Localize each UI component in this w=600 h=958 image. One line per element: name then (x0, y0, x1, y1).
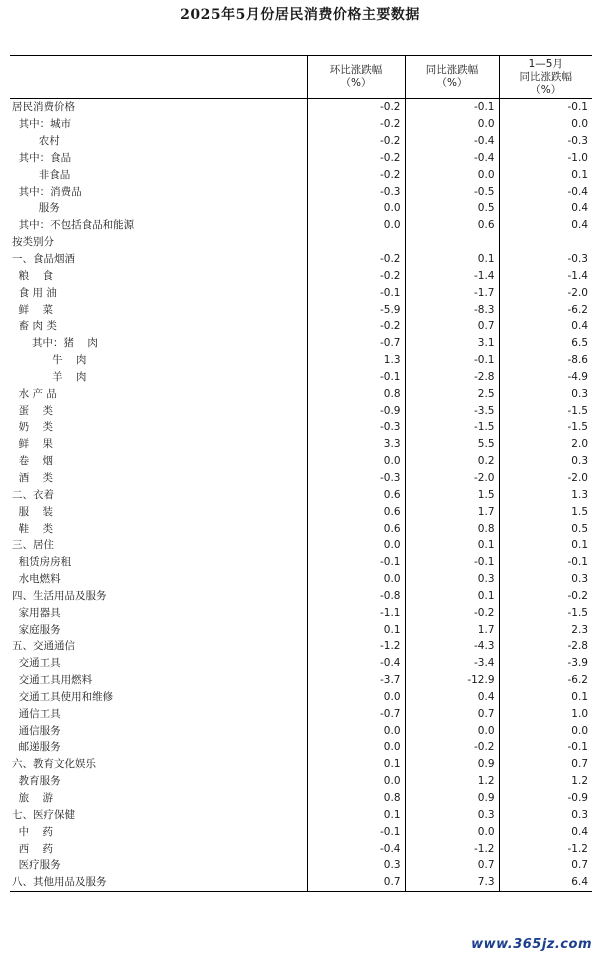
row-ytd-value: 0.4 (499, 318, 592, 335)
row-label: 交通工具 (12, 657, 61, 670)
row-label: 羊 肉 (12, 370, 87, 383)
row-yoy-value: 7.3 (405, 874, 499, 891)
row-label: 交通工具用燃料 (12, 674, 93, 687)
row-ytd-value: 0.0 (499, 722, 592, 739)
row-ytd-value: 0.4 (499, 200, 592, 217)
row-ytd-value: 0.7 (499, 756, 592, 773)
row-yoy-value: -0.1 (405, 352, 499, 369)
table-row (10, 773, 592, 790)
header-yoy-unit: （%） (436, 77, 468, 89)
table-row (10, 436, 592, 453)
table-row (10, 402, 592, 419)
row-label: 其中：城市 (12, 118, 72, 131)
row-label: 鞋 类 (12, 522, 54, 535)
row-ytd-value: -1.2 (499, 840, 592, 857)
table-row (10, 200, 592, 217)
table-row (10, 739, 592, 756)
row-label: 食 用 油 (12, 286, 57, 299)
table-row (10, 335, 592, 352)
row-yoy-value: -8.3 (405, 301, 499, 318)
row-ytd-value: 0.1 (499, 537, 592, 554)
row-label: 其中：消费品 (12, 185, 82, 198)
row-label: 服 装 (12, 505, 54, 518)
row-ytd-value: -3.9 (499, 655, 592, 672)
row-ytd-value: 0.0 (499, 116, 592, 133)
header-ytd-period: 1—5月 (528, 57, 563, 70)
row-yoy-value: 0.0 (405, 823, 499, 840)
row-mom-value: -1.2 (307, 638, 405, 655)
header-mom (307, 56, 405, 99)
row-yoy-value: -0.1 (405, 554, 499, 571)
table-row (10, 520, 592, 537)
table-row (10, 705, 592, 722)
row-yoy-value: 1.7 (405, 503, 499, 520)
row-yoy-value: -2.0 (405, 470, 499, 487)
table-row (10, 486, 592, 503)
row-label: 鲜 菜 (12, 303, 54, 316)
row-yoy-value: 0.7 (405, 318, 499, 335)
row-mom-value: 0.8 (307, 790, 405, 807)
row-mom-value: 0.0 (307, 453, 405, 470)
row-ytd-value: 0.7 (499, 857, 592, 874)
row-yoy-value: -2.8 (405, 369, 499, 386)
row-ytd-value: -1.0 (499, 150, 592, 167)
table-row (10, 183, 592, 200)
row-label: 蛋 类 (12, 404, 54, 417)
table-row (10, 840, 592, 857)
row-yoy-value: -0.4 (405, 133, 499, 150)
table-row (10, 587, 592, 604)
row-ytd-value: 0.1 (499, 689, 592, 706)
row-ytd-value: -1.5 (499, 402, 592, 419)
row-mom-value: 0.1 (307, 621, 405, 638)
table-row (10, 234, 592, 251)
row-ytd-value: -6.2 (499, 672, 592, 689)
table-row (10, 385, 592, 402)
header-ytd-unit: （%） (530, 83, 562, 96)
row-yoy-value: 5.5 (405, 436, 499, 453)
row-label: 粮 食 (12, 269, 54, 282)
row-label: 家庭服务 (12, 623, 61, 636)
table-row (10, 823, 592, 840)
row-yoy-value: 1.5 (405, 486, 499, 503)
row-label: 非食品 (12, 168, 71, 181)
row-ytd-value: -2.0 (499, 284, 592, 301)
row-mom-value: -0.3 (307, 419, 405, 436)
row-mom-value: 0.1 (307, 756, 405, 773)
page-title: 2025年5月份居民消费价格主要数据 (180, 7, 420, 23)
row-label: 医疗服务 (12, 859, 61, 872)
row-mom-value: -0.1 (307, 823, 405, 840)
header-mom-label: 环比涨跌幅 (329, 64, 383, 76)
row-mom-value: 0.0 (307, 200, 405, 217)
row-yoy-value: 0.3 (405, 571, 499, 588)
row-mom-value: -0.4 (307, 655, 405, 672)
header-ytd-label: 同比涨跌幅 (519, 70, 572, 83)
row-label: 交通工具使用和维修 (12, 690, 114, 703)
row-label: 租赁房房租 (12, 556, 72, 569)
row-yoy-value: 0.0 (405, 116, 499, 133)
row-mom-value: 0.1 (307, 806, 405, 823)
row-yoy-value: -3.4 (405, 655, 499, 672)
row-ytd-value (499, 234, 592, 251)
row-mom-value: 0.0 (307, 773, 405, 790)
row-label: 其中：不包括食品和能源 (12, 219, 135, 232)
row-yoy-value: 1.7 (405, 621, 499, 638)
table-row (10, 806, 592, 823)
row-yoy-value: -12.9 (405, 672, 499, 689)
row-ytd-value: -1.4 (499, 267, 592, 284)
row-ytd-value: 0.4 (499, 217, 592, 234)
row-label: 居民消费价格 (12, 101, 75, 114)
row-ytd-value: -6.2 (499, 301, 592, 318)
row-mom-value: 3.3 (307, 436, 405, 453)
row-mom-value: 0.0 (307, 739, 405, 756)
table-row (10, 672, 592, 689)
row-ytd-value: 0.3 (499, 571, 592, 588)
row-label: 酒 类 (12, 471, 54, 484)
row-mom-value: -0.2 (307, 251, 405, 268)
row-mom-value: -0.4 (307, 840, 405, 857)
row-yoy-value: 3.1 (405, 335, 499, 352)
table-row (10, 571, 592, 588)
table-row (10, 857, 592, 874)
row-ytd-value: 2.3 (499, 621, 592, 638)
row-ytd-value: -1.5 (499, 419, 592, 436)
row-yoy-value: -1.5 (405, 419, 499, 436)
row-label: 西 药 (12, 842, 54, 855)
row-ytd-value: 6.5 (499, 335, 592, 352)
row-mom-value: -5.9 (307, 301, 405, 318)
table-row (10, 217, 592, 234)
row-ytd-value: -8.6 (499, 352, 592, 369)
row-mom-value: 0.0 (307, 537, 405, 554)
row-yoy-value: 0.7 (405, 857, 499, 874)
row-mom-value: -0.2 (307, 166, 405, 183)
row-label: 二、衣着 (12, 488, 54, 501)
table-row (10, 166, 592, 183)
table-header (10, 56, 592, 99)
row-ytd-value: -0.9 (499, 790, 592, 807)
row-ytd-value: -2.8 (499, 638, 592, 655)
table-row (10, 722, 592, 739)
cpi-data-table (10, 55, 592, 892)
row-label: 水电燃料 (12, 573, 61, 586)
row-ytd-value: -0.1 (499, 739, 592, 756)
row-yoy-value: 0.9 (405, 790, 499, 807)
header-mom-unit: （%） (340, 77, 372, 89)
row-label: 旅 游 (12, 792, 54, 805)
row-ytd-value: 0.3 (499, 453, 592, 470)
row-mom-value: 0.0 (307, 571, 405, 588)
row-label: 卷 烟 (12, 455, 54, 468)
row-yoy-value: 0.8 (405, 520, 499, 537)
row-yoy-value: -1.2 (405, 840, 499, 857)
row-label: 水 产 品 (12, 387, 57, 400)
table-row (10, 352, 592, 369)
row-yoy-value: 0.6 (405, 217, 499, 234)
row-label: 服务 (12, 202, 60, 215)
row-yoy-value: -0.2 (405, 604, 499, 621)
row-ytd-value: -0.4 (499, 183, 592, 200)
row-yoy-value: -1.4 (405, 267, 499, 284)
row-yoy-value: 0.4 (405, 689, 499, 706)
row-label: 教育服务 (12, 775, 61, 788)
row-yoy-value: -4.3 (405, 638, 499, 655)
row-ytd-value: -4.9 (499, 369, 592, 386)
row-mom-value: 0.8 (307, 385, 405, 402)
table-row (10, 301, 592, 318)
row-mom-value: 0.6 (307, 503, 405, 520)
row-mom-value: -0.9 (307, 402, 405, 419)
row-label: 七、医疗保健 (12, 808, 75, 821)
site-watermark: www.365jz.com (471, 937, 592, 952)
table-row (10, 251, 592, 268)
row-yoy-value: 1.2 (405, 773, 499, 790)
table-row (10, 537, 592, 554)
table-row (10, 150, 592, 167)
row-label: 四、生活用品及服务 (12, 589, 107, 602)
row-label: 邮递服务 (12, 741, 61, 754)
table-row (10, 638, 592, 655)
row-mom-value: -0.2 (307, 99, 405, 116)
table-row (10, 554, 592, 571)
table-row (10, 503, 592, 520)
row-yoy-value (405, 234, 499, 251)
table-row (10, 116, 592, 133)
row-mom-value: -0.2 (307, 267, 405, 284)
row-yoy-value: -0.2 (405, 739, 499, 756)
row-mom-value: -0.8 (307, 587, 405, 604)
row-ytd-value: 0.1 (499, 166, 592, 183)
table-row (10, 318, 592, 335)
table-row (10, 790, 592, 807)
row-yoy-value: -0.4 (405, 150, 499, 167)
row-label: 牛 肉 (12, 354, 87, 367)
row-yoy-value: 0.1 (405, 537, 499, 554)
row-mom-value: 0.7 (307, 874, 405, 891)
row-yoy-value: 0.3 (405, 806, 499, 823)
row-label: 家用器具 (12, 606, 61, 619)
row-mom-value: -0.7 (307, 705, 405, 722)
row-label: 五、交通通信 (12, 640, 75, 653)
row-ytd-value: -0.1 (499, 99, 592, 116)
table-row (10, 369, 592, 386)
row-mom-value: -0.3 (307, 470, 405, 487)
header-yoy-label: 同比涨跌幅 (425, 64, 479, 76)
row-mom-value: 0.3 (307, 857, 405, 874)
row-yoy-value: 0.0 (405, 166, 499, 183)
table-row (10, 284, 592, 301)
row-ytd-value: -2.0 (499, 470, 592, 487)
row-ytd-value: 1.5 (499, 503, 592, 520)
row-mom-value: -0.2 (307, 150, 405, 167)
row-yoy-value: 0.9 (405, 756, 499, 773)
row-mom-value: -0.2 (307, 133, 405, 150)
row-label: 其中：食品 (12, 151, 72, 164)
table-body (10, 99, 592, 892)
table-row (10, 267, 592, 284)
row-label: 中 药 (12, 825, 54, 838)
row-mom-value (307, 234, 405, 251)
row-yoy-value: 2.5 (405, 385, 499, 402)
table-row (10, 756, 592, 773)
table-row (10, 621, 592, 638)
row-mom-value: -0.1 (307, 369, 405, 386)
header-ytd (499, 56, 592, 99)
row-yoy-value: 0.1 (405, 251, 499, 268)
row-mom-value: -0.7 (307, 335, 405, 352)
table-row (10, 99, 592, 116)
row-ytd-value: -1.5 (499, 604, 592, 621)
row-ytd-value: 1.3 (499, 486, 592, 503)
row-ytd-value: -0.3 (499, 251, 592, 268)
row-yoy-value: 0.2 (405, 453, 499, 470)
row-ytd-value: 6.4 (499, 874, 592, 891)
row-ytd-value: -0.2 (499, 587, 592, 604)
row-mom-value: -0.2 (307, 116, 405, 133)
row-label: 按类别分 (12, 236, 54, 249)
header-item-column (10, 56, 307, 99)
row-label: 六、教育文化娱乐 (12, 758, 96, 771)
row-ytd-value: 1.0 (499, 705, 592, 722)
row-label: 鲜 果 (12, 438, 54, 451)
row-mom-value: 1.3 (307, 352, 405, 369)
table-row (10, 689, 592, 706)
table-row (10, 133, 592, 150)
row-mom-value: -0.1 (307, 284, 405, 301)
row-yoy-value: 0.0 (405, 722, 499, 739)
row-ytd-value: 0.4 (499, 823, 592, 840)
row-label: 畜 肉 类 (12, 320, 57, 333)
row-mom-value: -0.1 (307, 554, 405, 571)
row-label: 通信服务 (12, 724, 61, 737)
row-mom-value: 0.6 (307, 520, 405, 537)
row-yoy-value: 0.7 (405, 705, 499, 722)
row-yoy-value: -0.5 (405, 183, 499, 200)
row-yoy-value: -1.7 (405, 284, 499, 301)
row-label: 奶 类 (12, 421, 54, 434)
row-label: 通信工具 (12, 707, 61, 720)
row-yoy-value: -3.5 (405, 402, 499, 419)
table-row (10, 874, 592, 891)
row-mom-value: 0.0 (307, 689, 405, 706)
row-label: 其中：猪 肉 (12, 337, 98, 350)
row-yoy-value: 0.1 (405, 587, 499, 604)
row-mom-value: -0.3 (307, 183, 405, 200)
row-mom-value: -1.1 (307, 604, 405, 621)
row-ytd-value: 0.3 (499, 385, 592, 402)
row-mom-value: 0.0 (307, 722, 405, 739)
row-ytd-value: 0.3 (499, 806, 592, 823)
row-yoy-value: 0.5 (405, 200, 499, 217)
row-yoy-value: -0.1 (405, 99, 499, 116)
row-ytd-value: 0.5 (499, 520, 592, 537)
row-mom-value: -3.7 (307, 672, 405, 689)
table-row (10, 419, 592, 436)
row-mom-value: 0.6 (307, 486, 405, 503)
row-label: 一、食品烟酒 (12, 253, 75, 266)
table-row (10, 453, 592, 470)
row-ytd-value: -0.1 (499, 554, 592, 571)
table-row (10, 604, 592, 621)
row-label: 农村 (12, 135, 60, 148)
row-ytd-value: 2.0 (499, 436, 592, 453)
table-row (10, 470, 592, 487)
row-label: 八、其他用品及服务 (10, 874, 307, 891)
row-label: 三、居住 (12, 539, 54, 552)
row-mom-value: 0.0 (307, 217, 405, 234)
row-ytd-value: 1.2 (499, 773, 592, 790)
header-yoy (405, 56, 499, 99)
row-mom-value: -0.2 (307, 318, 405, 335)
table-row (10, 655, 592, 672)
row-ytd-value: -0.3 (499, 133, 592, 150)
